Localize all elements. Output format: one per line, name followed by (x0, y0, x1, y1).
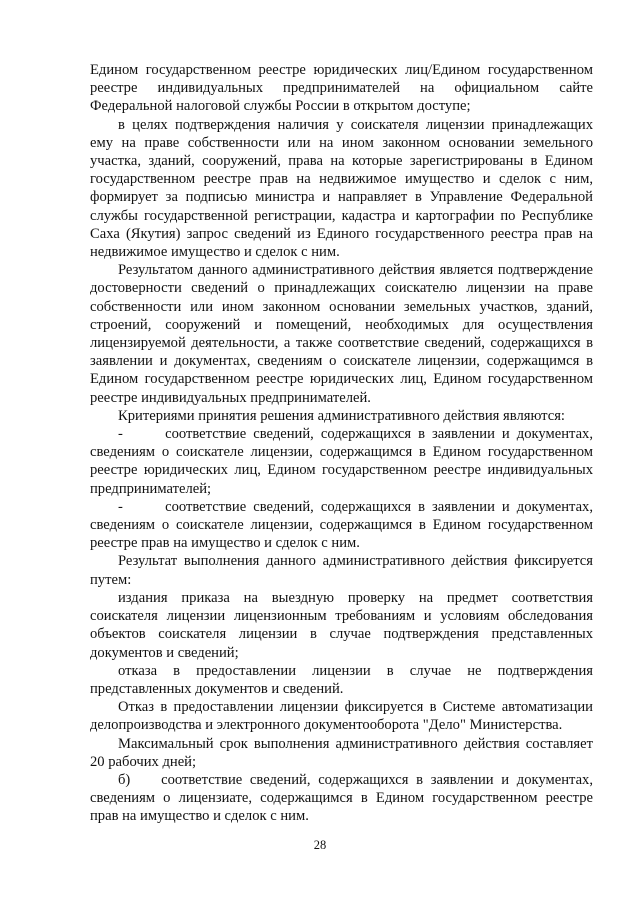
paragraph-result: Результатом данного административного действия является подтверждение достоверности сведений о принадлежащих соискателю лицензии на праве собственности или ином законном основании земельных участков, зданий, строений, сооружений и помещений, необходимых для осуществления лицензируемой деятельности, а также соответствие сведений, содержащихся в заявлении и документах, сведениям о соискателе лицензии, содержащимся в Едином государственном реестре юридических лиц, Едином государственном реестре индивидуальных предпринимателей. (90, 262, 593, 406)
body-text (90, 61, 593, 826)
paragraph-continuation: Едином государственном реестре юридических лиц/Едином государственном реестре индивидуальных предпринимателей на официальном сайте Федеральной налоговой службы России в открытом доступе; (90, 62, 593, 115)
paragraph-fixation-heading: Результат выполнения данного административного действия фиксируется путем: (90, 553, 593, 588)
list-item-refusal: отказа в предоставлении лицензии в случае не подтверждения представленных документов и сведений. (90, 662, 593, 697)
paragraph-max-term: Максимальный срок выполнения административного действия составляет 20 рабочих дней; (90, 735, 593, 770)
list-item-criterion-2: - соответствие сведений, содержащихся в заявлении и документах, сведениям о соискателе лицензии, содержащимся в Едином государственном реестре прав на имущество и сделок с ним. (90, 498, 593, 552)
list-item-criterion-1: - соответствие сведений, содержащихся в заявлении и документах, сведениям о соискателе лицензии, содержащимся в Едином государственном реестре юридических лиц, Едином государственном реестре индивидуальных предпринимателей; (90, 426, 593, 497)
paragraph-request: в целях подтверждения наличия у соискателя лицензии принадлежащих ему на праве собственности или на ином законном основании земельного участка, зданий, сооружений, права на которые зарегистрированы в Едином государственном реестре прав на недвижимое имущество и сделок с ним, формирует за подписью министра и направляет в Управление Федеральной службы государственной регистрации, кадастра и картографии по Республике Саха (Якутия) запрос сведений из Единого государственного реестра прав на недвижимое имущество и сделок с ним. (90, 116, 593, 261)
list-item-b: б) соответствие сведений, содержащихся в заявлении и документах, сведениям о лицензиате, содержащимся в Едином государственном реестре прав на имущество и сделок с ним. (90, 771, 593, 825)
page-number: 28 (313, 838, 327, 852)
paragraph-criteria-heading: Критериями принятия решения административного действия являются: (118, 407, 565, 424)
list-item-order: издания приказа на выездную проверку на предмет соответствия соискателя лицензии лицензионным требованиям и условиям обследования объектов соискателя лицензии в случае подтверждения представленных документов и сведений; (90, 589, 593, 661)
paragraph-refusal-record: Отказ в предоставлении лицензии фиксируется в Системе автоматизации делопроизводства и электронного документооборота "Дело" Министерства. (90, 699, 593, 734)
